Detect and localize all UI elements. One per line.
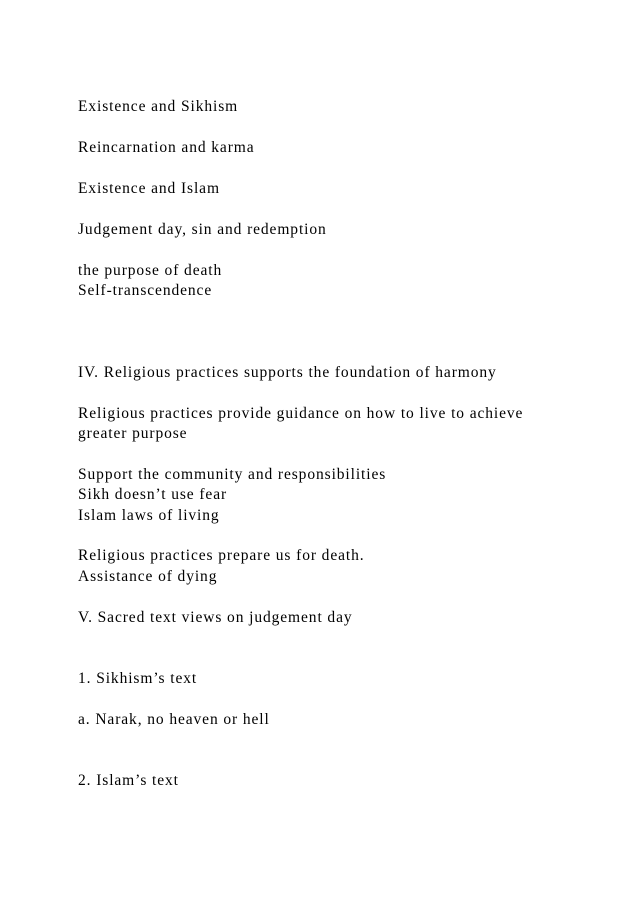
- text-line: Assistance of dying: [78, 568, 218, 585]
- text-line: Self-transcendence: [78, 282, 213, 299]
- section-heading: IV. Religious practices supports the foundation of harmony: [78, 364, 497, 381]
- list-item: 1. Sikhism’s text: [78, 670, 198, 687]
- text-line: Islam laws of living: [78, 507, 220, 524]
- text-line: the purpose of death: [78, 262, 223, 279]
- list-item: a. Narak, no heaven or hell: [78, 711, 270, 728]
- text-line: Support the community and responsibilities: [78, 466, 387, 483]
- text-line: Existence and Sikhism: [78, 98, 239, 115]
- text-line: Sikh doesn’t use fear: [78, 486, 228, 503]
- section-heading: V. Sacred text views on judgement day: [78, 609, 353, 626]
- text-line: Religious practices prepare us for death.: [78, 547, 365, 564]
- list-item: 2. Islam’s text: [78, 772, 179, 789]
- text-line: Judgement day, sin and redemption: [78, 221, 327, 238]
- text-line: greater purpose: [78, 425, 188, 442]
- text-line: Existence and Islam: [78, 180, 220, 197]
- text-line: Reincarnation and karma: [78, 139, 255, 156]
- text-line: Religious practices provide guidance on how to live to achieve: [78, 405, 524, 422]
